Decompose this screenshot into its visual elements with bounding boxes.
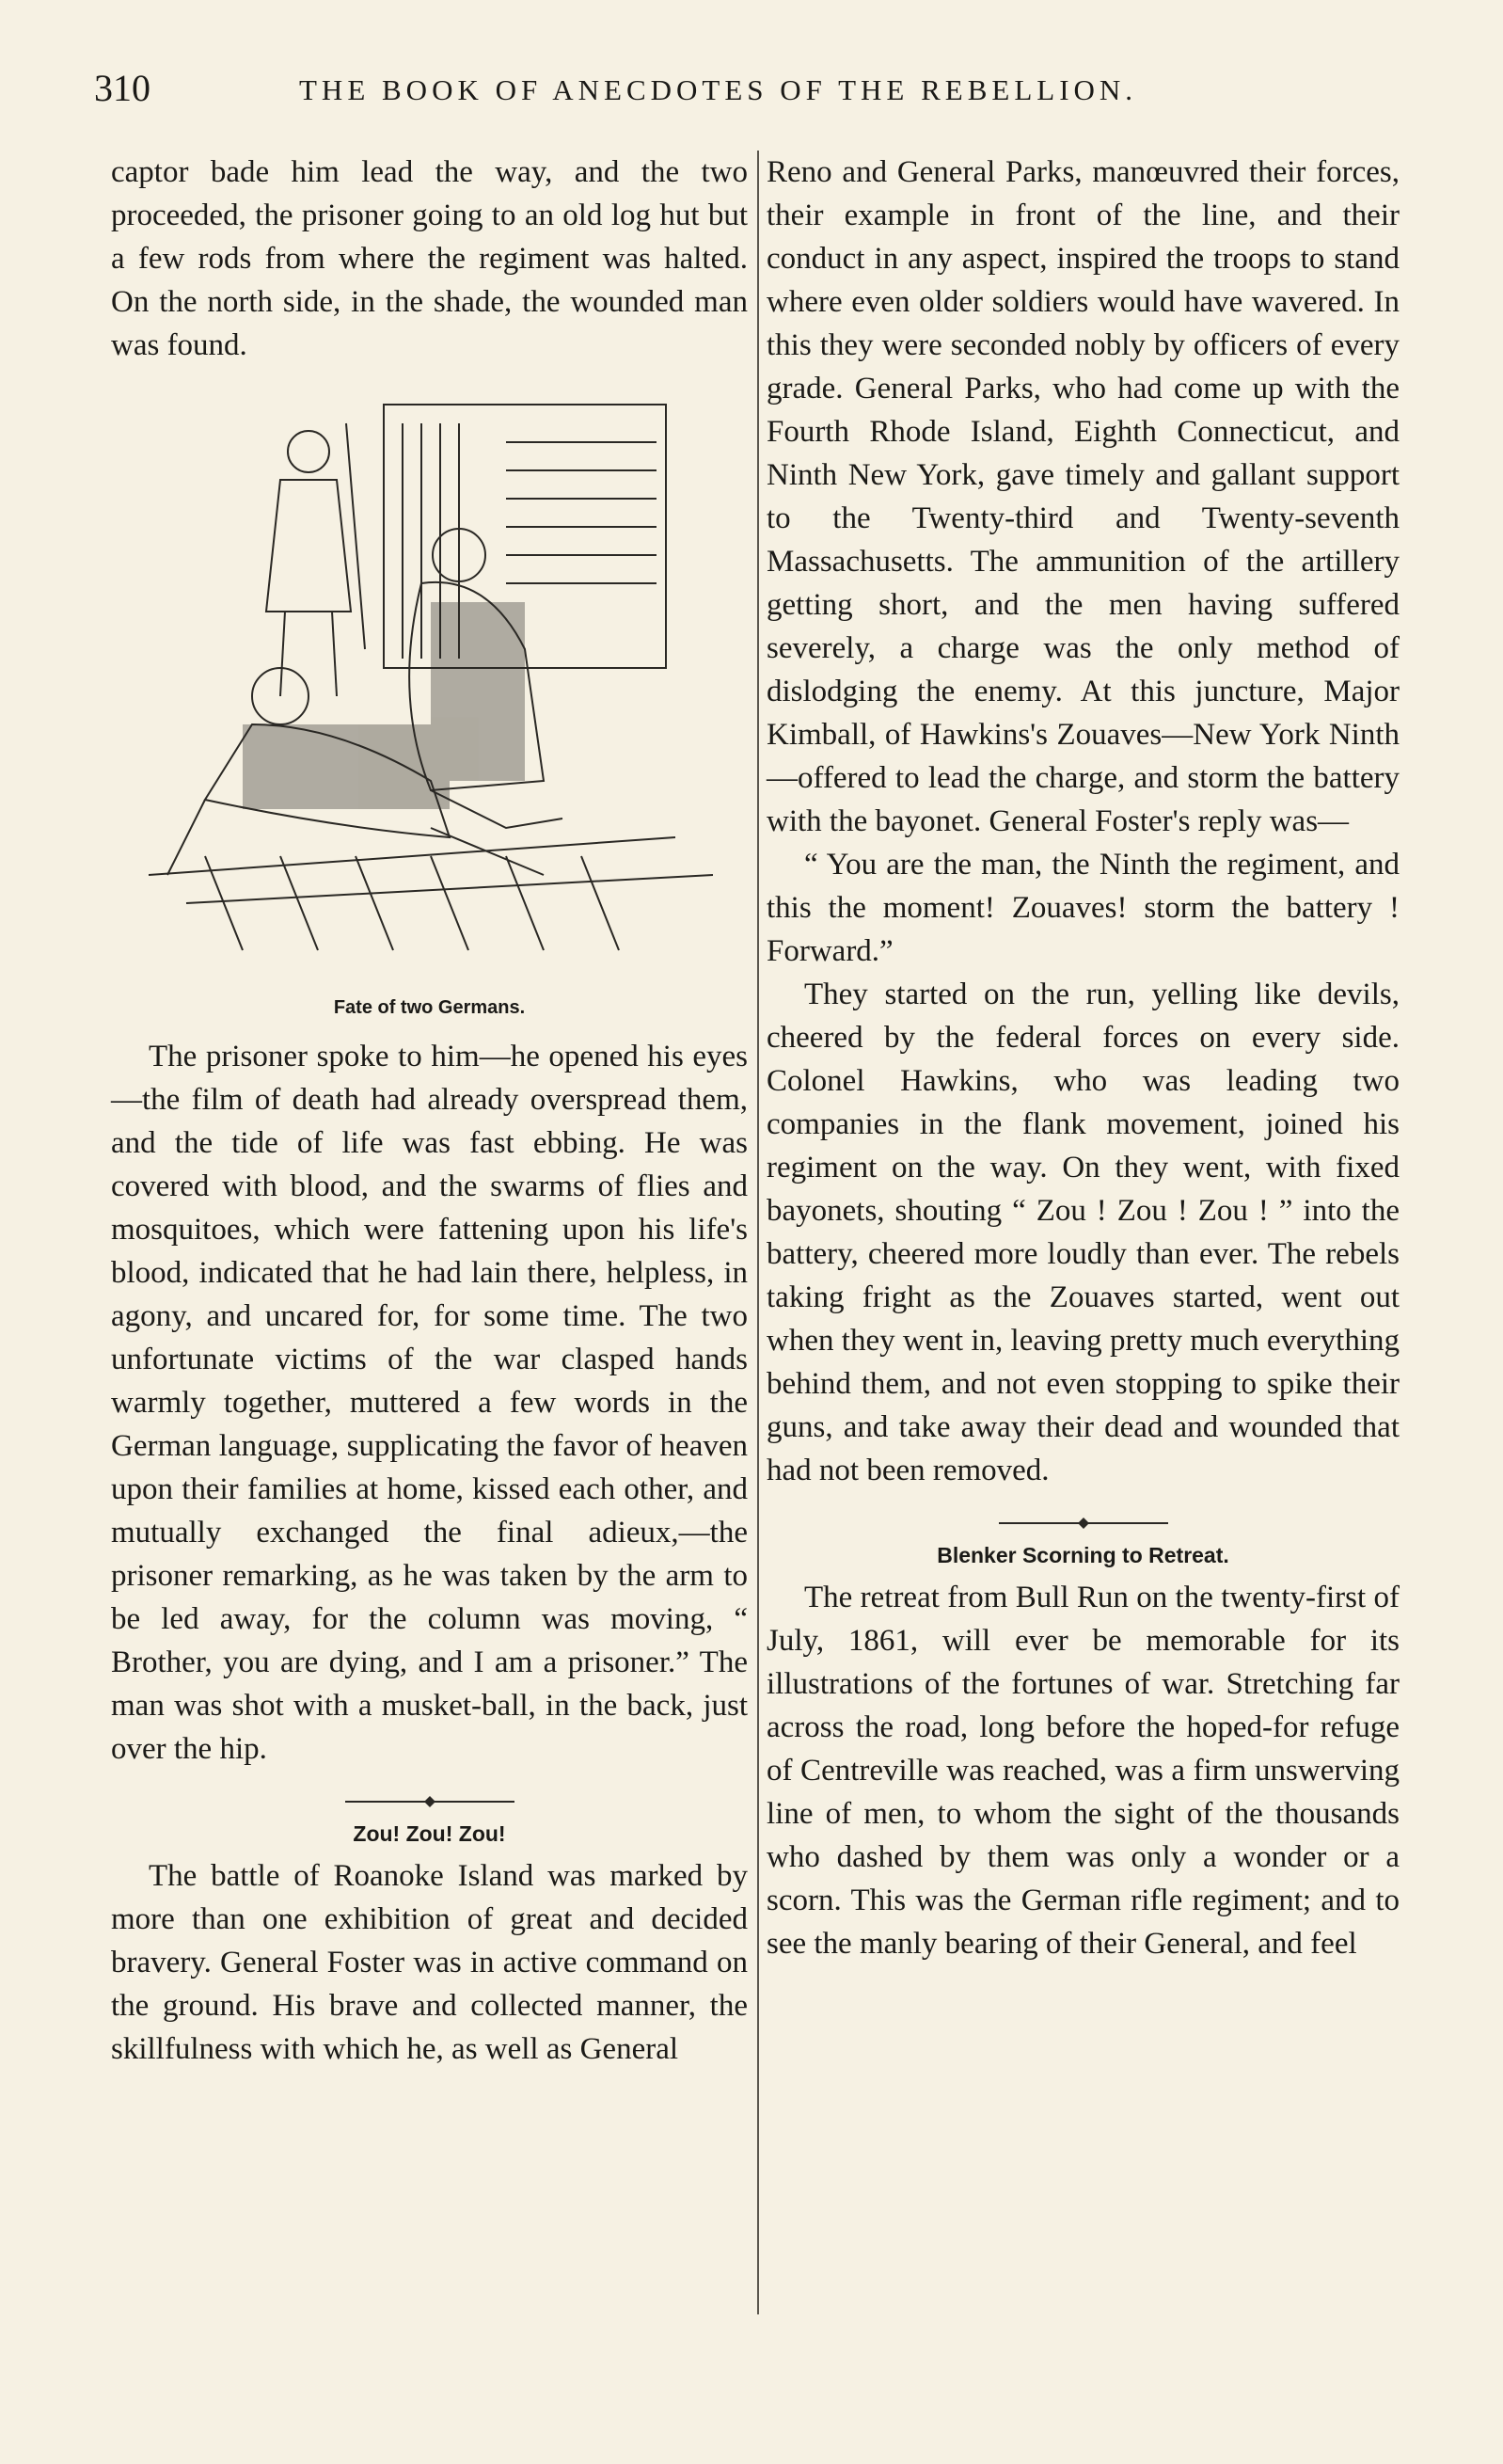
right-paragraph-3: They started on the run, yelling like devils, cheered by the federal forces on every side. Colonel Hawkins, who was leading two companies in the flank movement, joined his regiment on the way. On they went, with fixed bayonets, shouting “ Zou ! Zou ! Zou ! ” into the battery, cheered more loudly than ever. The rebels taking fright as the Zouaves started, went out when they went in, leaving pretty much everything behind them, and not even stopping to spike their guns, and take away their dead and wounded that had not been removed.: [767, 978, 1400, 1487]
right-paragraph-1: Reno and General Parks, manœuvred their forces, their example in front of the line, and their conduct in any aspect, inspired the troops to stand where even older soldiers would have wavered. In this they were seconded nobly by officers of every grade. General Parks, who had come up with the Fourth Rhode Island, Eighth Connecticut, and Ninth New York, gave timely and gallant support to the Twenty-third and Twenty-seventh Massachusetts. The ammunition of the artillery getting short, and the men having suffered severely, a charge was the only method of dislodging the enemy. At this juncture, Major Kimball, of Hawkins's Zouaves—New York Ninth—offered to lead the charge, and storm the battery with the bayonet. General Foster's reply was—: [767, 155, 1400, 838]
left-paragraph-1: captor bade him lead the way, and the two proceeded, the prisoner going to an old log hut but a few rods from where the regiment was halted. On the north side, in the shade, the wounded man was found.: [111, 155, 748, 362]
engraving-wounded-soldier: [149, 386, 713, 988]
left-paragraph-2: The prisoner spoke to him—he opened his eyes—the film of death had already overspread them, and the tide of life was fast ebbing. He was covered with blood, and the swarms of flies and mosquitoes, which were fattening upon his life's blood, indicated that he had lain there, helpless, in agony, and uncared for, for some time. The two unfortunate victims of the war clasped hands warmly together, muttered a few words in the German language, supplicating the favor of heaven upon their families at home, kissed each other, and mutually exchanged the final adieux,—the prisoner remarking, as he was taken by the arm to be led away, for the column was moving, “ Brother, you are dying, and I am a prisoner.” The man was shot with a musket-ball, in the back, just over the hip.: [111, 1040, 748, 1766]
section-ornament: [999, 1517, 1168, 1530]
page-header: [94, 66, 1392, 122]
right-column: [767, 151, 1400, 2314]
column-divider: [757, 151, 759, 2314]
section-title-blenker: Blenker Scorning to Retreat.: [937, 1543, 1229, 1567]
figure-caption: Fate of two Germans.: [333, 997, 526, 1018]
left-column: [111, 151, 748, 2314]
running-head: THE BOOK OF ANECDOTES OF THE REBELLION.: [299, 73, 1138, 106]
left-paragraph-3: The battle of Roanoke Island was marked by more than one exhibition of great and decided bravery. General Foster was in active command on the ground. His brave and collected manner, the skillfulness with which he, as well as General: [111, 1859, 748, 2066]
section-title-zou: Zou! Zou! Zou!: [353, 1821, 506, 1846]
page-number: 310: [94, 67, 150, 109]
right-paragraph-2: “ You are the man, the Ninth the regiment, and this the moment! Zouaves! storm the battery ! Forward.”: [767, 848, 1400, 968]
illustration-figure: [111, 386, 748, 1035]
right-paragraph-4: The retreat from Bull Run on the twenty-first of July, 1861, will ever be memorable for its illustrations of the fortunes of war. Stretching far across the road, long before the hoped-for refuge of Centreville was reached, was a firm unswerving line of men, to whom the sight of the thousands who dashed by them was only a wonder or a scorn. This was the German rifle regiment; and to see the manly bearing of their General, and feel: [767, 1581, 1400, 1961]
section-ornament: [345, 1795, 514, 1808]
